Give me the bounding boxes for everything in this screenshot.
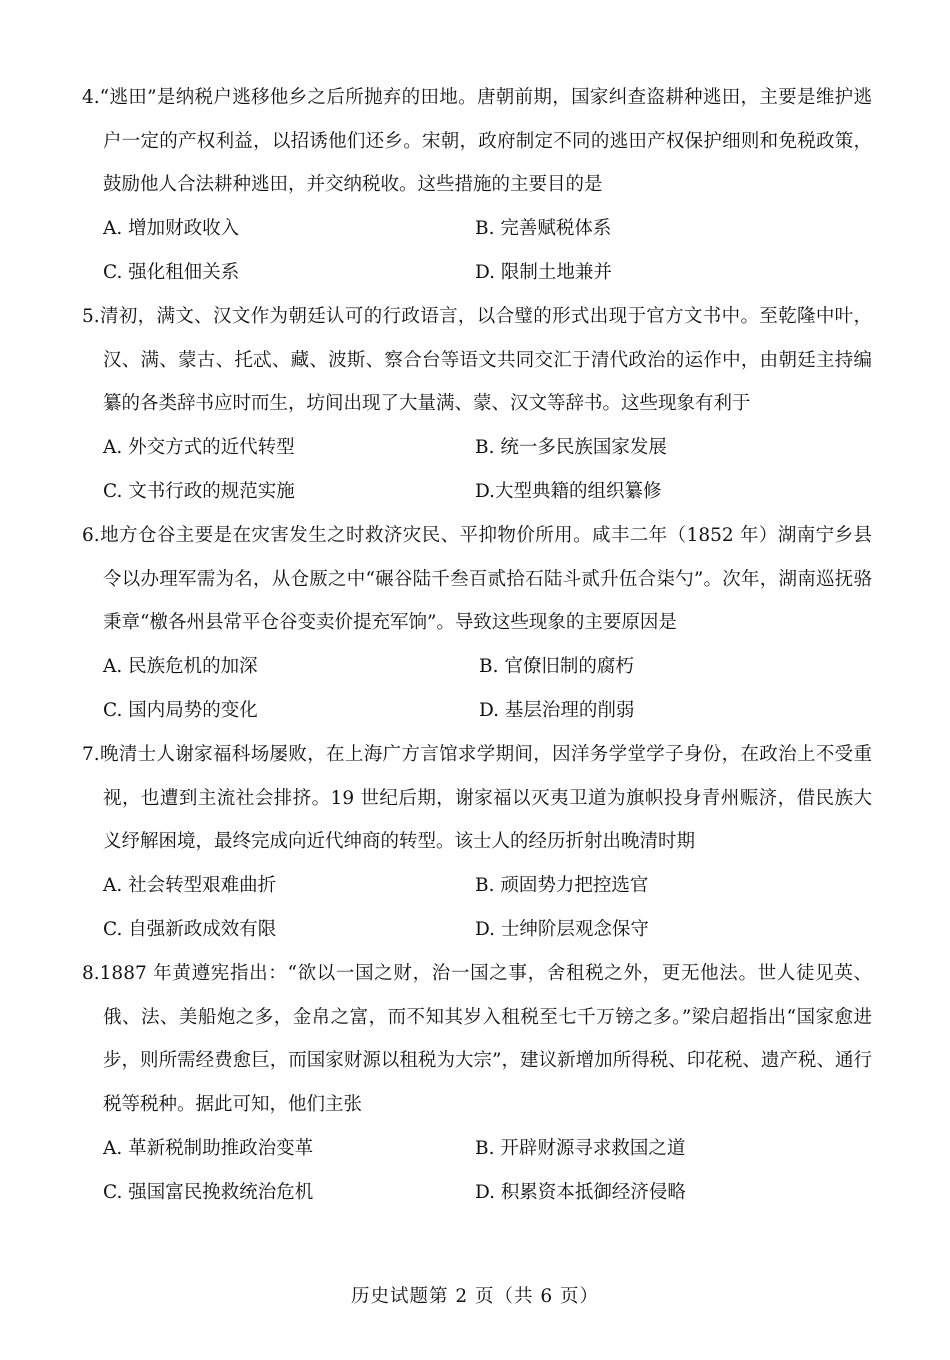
question-number: 7. (82, 744, 100, 765)
options-group (82, 864, 872, 951)
question-text: 地方仓谷主要是在灾害发生之时救济灾民、平抑物价所用。咸丰二年（1852 年）湖南宁乡县令以办理军需为名，从仓厫之中“碾谷陆千叁百贰拾石陆斗贰升伍合柒勺”。次年，湖南巡抚骆秉章“檄各州县常平仓谷变卖价提充军饷”。导致这些现象的主要原因是 (99, 525, 872, 634)
option-c[interactable]: C. 自强新政成效有限 (103, 918, 277, 940)
option-b[interactable]: B. 开辟财源寻求救国之道 (475, 1137, 686, 1159)
option-b[interactable]: B. 顽固势力把控选官 (475, 875, 649, 897)
question-8 (82, 952, 872, 1214)
options-group (82, 1127, 872, 1214)
question-stem (82, 952, 872, 1127)
option-c[interactable]: C. 强化租佃关系 (103, 261, 240, 283)
option-d[interactable]: D.大型典籍的组织纂修 (475, 480, 662, 502)
question-stem (82, 733, 872, 864)
option-c[interactable]: C. 强国富民挽救统治危机 (103, 1181, 314, 1203)
page-footer: 历史试题第 2 页（共 6 页） (350, 1286, 600, 1307)
question-stem (82, 295, 872, 426)
options-group (82, 645, 872, 732)
option-b[interactable]: B. 统一多民族国家发展 (475, 437, 667, 459)
question-number: 8. (82, 963, 100, 984)
option-a[interactable]: A. 外交方式的近代转型 (103, 437, 295, 459)
question-4 (82, 76, 872, 294)
question-5 (82, 295, 872, 513)
option-a[interactable]: A. 社会转型艰难曲折 (103, 875, 277, 897)
option-b[interactable]: B. 完善赋税体系 (475, 218, 612, 240)
option-a[interactable]: A. 民族危机的加深 (103, 656, 258, 678)
question-6 (82, 514, 872, 732)
option-d[interactable]: D. 基层治理的削弱 (479, 699, 635, 721)
options-group (82, 426, 872, 513)
option-d[interactable]: D. 士绅阶层观念保守 (475, 918, 649, 940)
question-stem (82, 514, 872, 645)
question-text: “逃田”是纳税户逃移他乡之后所抛弃的田地。唐朝前期，国家纠查盗耕种逃田，主要是维护逃户一定的产权利益，以招诱他们还乡。宋朝，政府制定不同的逃田产权保护细则和免税政策，鼓励他人合法耕种逃田，并交纳税收。这些措施的主要目的是 (99, 87, 872, 196)
option-c[interactable]: C. 文书行政的规范实施 (103, 480, 295, 502)
question-stem (82, 76, 872, 207)
option-c[interactable]: C. 国内局势的变化 (103, 699, 258, 721)
question-7 (82, 733, 872, 951)
option-b[interactable]: B. 官僚旧制的腐朽 (479, 656, 634, 678)
option-a[interactable]: A. 增加财政收入 (103, 218, 240, 240)
option-d[interactable]: D. 限制土地兼并 (475, 261, 612, 283)
question-text: 清初，满文、汉文作为朝廷认可的行政语言，以合璧的形式出现于官方文书中。至乾隆中叶，汉、满、蒙古、托忒、藏、波斯、察合台等语文共同交汇于清代政治的运作中，由朝廷主持编纂的各类辞书应时而生，坊间出现了大量满、蒙、汉文等辞书。这些现象有利于 (99, 306, 872, 415)
question-text: 1887 年黄遵宪指出：“欲以一国之财，治一国之事，舍租税之外，更无他法。世人徒见英、俄、法、美船炮之多，金帛之富，而不知其岁入租税至七千万镑之多。”梁启超指出“国家愈进步，则所需经费愈巨，而国家财源以租税为大宗”，建议新增加所得税、印花税、遗产税、通行税等税种。据此可知，他们主张 (99, 963, 872, 1116)
option-d[interactable]: D. 积累资本抵御经济侵略 (475, 1181, 686, 1203)
options-group (82, 207, 872, 294)
question-number: 5. (82, 306, 100, 327)
question-text: 晚清士人谢家福科场屡败，在上海广方言馆求学期间，因洋务学堂学子身份，在政治上不受重视，也遭到主流社会排挤。19 世纪后期，谢家福以灭夷卫道为旗帜投身青州赈济，借民族大义纾解困境，最终完成向近代绅商的转型。该士人的经历折射出晚清时期 (99, 744, 872, 853)
question-number: 4. (82, 87, 100, 108)
option-a[interactable]: A. 革新税制助推政治变革 (103, 1137, 314, 1159)
question-number: 6. (82, 525, 100, 546)
